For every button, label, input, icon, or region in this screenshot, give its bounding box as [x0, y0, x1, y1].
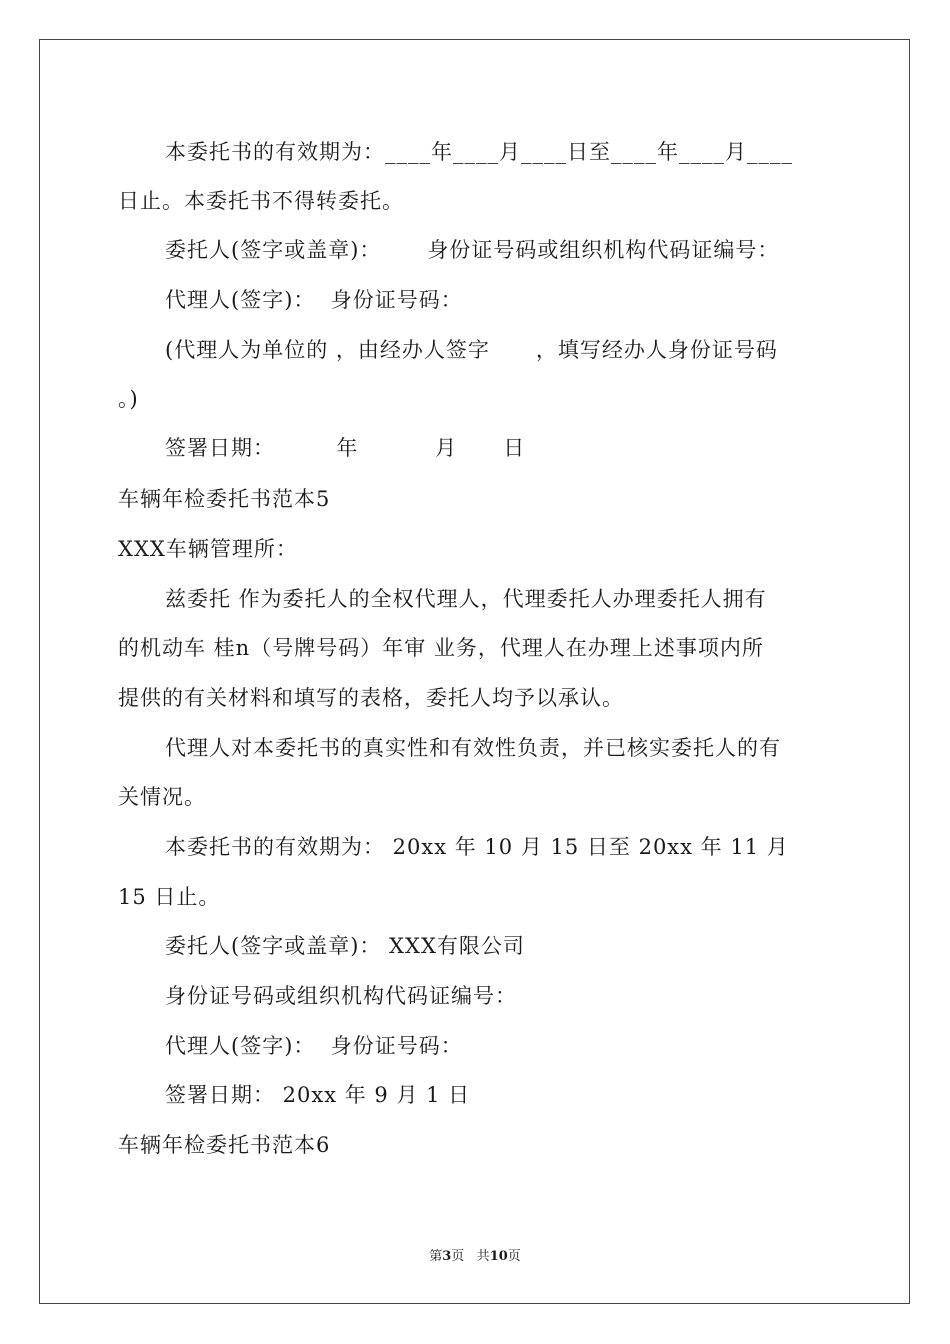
total-suffix: 页: [507, 1249, 521, 1264]
text-line: 签署日期： 20xx 年 9 月 1 日: [165, 1083, 471, 1107]
text-line: 提供的有关材料和填写的表格，委托人均予以承认。: [118, 686, 624, 710]
page-suffix: 页: [451, 1249, 465, 1264]
text-line: 的机动车 桂n（号牌号码）年审 业务，代理人在办理上述事项内所: [118, 636, 764, 660]
text-line: 代理人(签字)： 身份证号码：: [165, 288, 463, 312]
text-line: 委托人(签字或盖章)： XXX有限公司: [165, 934, 525, 958]
text-line: 本委托书的有效期为：____年____月____日至____年____月____: [165, 140, 793, 164]
text-line: (代理人为单位的 ，由经办人签字 ，填写经办人身份证号码: [165, 338, 778, 362]
section-heading: 车辆年检委托书范本6: [118, 1133, 331, 1157]
text-line: 15 日止。: [118, 885, 221, 909]
total-pages: 10: [489, 1249, 508, 1264]
text-line: 兹委托 作为委托人的全权代理人，代理委托人办理委托人拥有: [165, 587, 767, 611]
page-prefix: 第: [429, 1249, 443, 1264]
section-heading: 车辆年检委托书范本5: [118, 487, 331, 511]
text-line: 签署日期： 年 月 日: [165, 436, 526, 460]
text-line: 代理人(签字)： 身份证号码：: [165, 1034, 463, 1058]
text-line: 代理人对本委托书的真实性和有效性负责，并已核实委托人的有: [165, 736, 781, 760]
text-line: 关情况。: [118, 785, 206, 809]
text-line: 身份证号码或组织机构代码证编号：: [165, 984, 517, 1008]
page-frame: [39, 39, 910, 1304]
page-number: 3: [442, 1249, 452, 1264]
total-prefix: 共: [476, 1249, 490, 1264]
page-footer: [0, 1248, 950, 1266]
text-line: 委托人(签字或盖章)： 身份证号码或组织机构代码证编号：: [165, 238, 780, 262]
text-line: 日止。本委托书不得转委托。: [118, 189, 404, 213]
text-line: 本委托书的有效期为： 20xx 年 10 月 15 日至 20xx 年 11 月: [165, 835, 789, 859]
addressee: XXX车辆管理所：: [118, 537, 298, 561]
text-line: 。): [118, 387, 139, 411]
